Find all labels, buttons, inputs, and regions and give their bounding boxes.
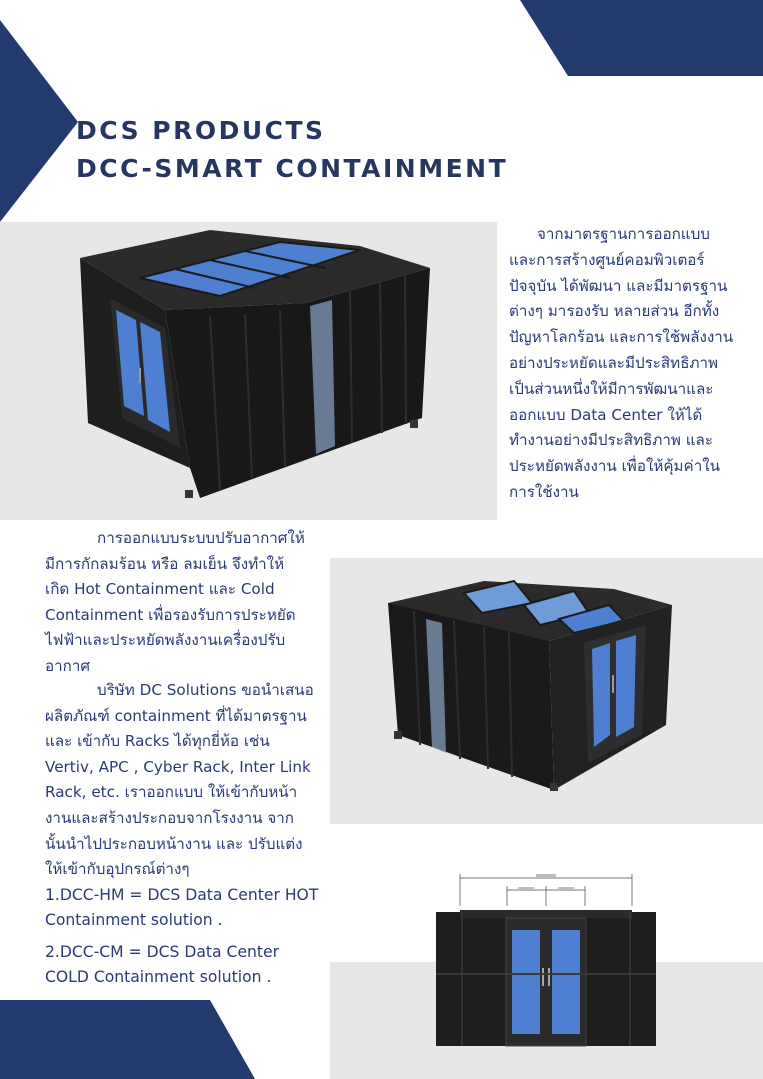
- product-item-2: [45, 940, 335, 990]
- intro-line-1: จากมาตรฐานการออกแบบ: [537, 225, 710, 243]
- intro-line-2: และการสร้างศูนย์คอมพิวเตอร์: [509, 250, 705, 269]
- containment-front-elevation: [432, 868, 658, 1050]
- company-line-6: งานและสร้างประกอบจากโรงงาน จาก: [45, 808, 294, 827]
- company-line-1: บริษัท DC Solutions ขอนำเสนอ: [97, 681, 314, 699]
- page-title: [76, 112, 508, 188]
- airflow-line-2: มีการกักลมร้อน หรือ ลมเย็น จึงทำให้: [45, 554, 285, 573]
- top-right-decor: [520, 0, 763, 76]
- intro-paragraph: [509, 222, 759, 506]
- company-line-7: นั้นนำไปประกอบหน้างาน และ ปรับแต่ง: [45, 834, 303, 853]
- intro-line-7: เป็นส่วนหนึ่งให้มีการพัฒนาและ: [509, 379, 714, 398]
- intro-line-4: ต่างๆ มารองรับ หลายส่วน อีกทั้ง: [509, 302, 720, 321]
- containment-render-cold: [384, 575, 676, 793]
- intro-line-6: อย่างประหยัดและมีประสิทธิภาพ: [509, 353, 719, 372]
- intro-line-3: ปัจจุบัน ได้พัฒนา และมีมาตรฐาน: [509, 276, 728, 295]
- airflow-line-3: เกิด Hot Containment และ Cold: [45, 580, 275, 599]
- bottom-left-decor: [0, 1000, 255, 1079]
- product-1-line-2: Containment solution .: [45, 911, 223, 929]
- left-chevron-decor: [0, 0, 80, 225]
- airflow-line-1: การออกแบบระบบปรับอากาศให้: [97, 529, 305, 547]
- product-item-1: [45, 883, 335, 933]
- company-line-8: ให้เข้ากับอุปกรณ์ต่างๆ: [45, 860, 190, 879]
- airflow-paragraph: [45, 526, 335, 680]
- company-line-3: และ เข้ากับ Racks ได้ทุกยี่ห้อ เช่น: [45, 732, 270, 751]
- product-2-line-1: 2.DCC-CM = DCS Data Center: [45, 943, 280, 961]
- intro-line-8: ออกแบบ Data Center ให้ได้: [509, 405, 703, 424]
- intro-line-11: การใช้งาน: [509, 482, 579, 501]
- company-line-5: Rack, etc. เราออกแบบ ให้เข้ากับหน้า: [45, 783, 298, 802]
- intro-line-5: ปัญหาโลกร้อน และการใช้พลังงาน: [509, 328, 734, 347]
- airflow-line-6: อากาศ: [45, 656, 91, 675]
- company-line-2: ผลิตภัณฑ์ containment ที่ได้มาตรฐาน: [45, 706, 307, 725]
- airflow-line-4: Containment เพื่อรองรับการประหยัด: [45, 605, 296, 624]
- intro-line-9: ทำงานอย่างมีประสิทธิภาพ และ: [509, 431, 713, 450]
- title-line-1: DCS PRODUCTS: [76, 116, 326, 145]
- company-paragraph: [45, 678, 335, 883]
- containment-render-hot: [70, 228, 440, 504]
- airflow-line-5: ไฟฟ้าและประหยัดพลังงานเครื่องปรับ: [45, 631, 286, 650]
- company-line-4: Vertiv, APC , Cyber Rack, Inter Link: [45, 757, 311, 776]
- product-2-line-2: COLD Containment solution .: [45, 968, 272, 986]
- product-1-line-1: 1.DCC-HM = DCS Data Center HOT: [45, 886, 319, 904]
- title-line-2: DCC-SMART CONTAINMENT: [76, 154, 509, 183]
- intro-line-10: ประหยัดพลังงาน เพื่อให้คุ้มค่าใน: [509, 457, 721, 476]
